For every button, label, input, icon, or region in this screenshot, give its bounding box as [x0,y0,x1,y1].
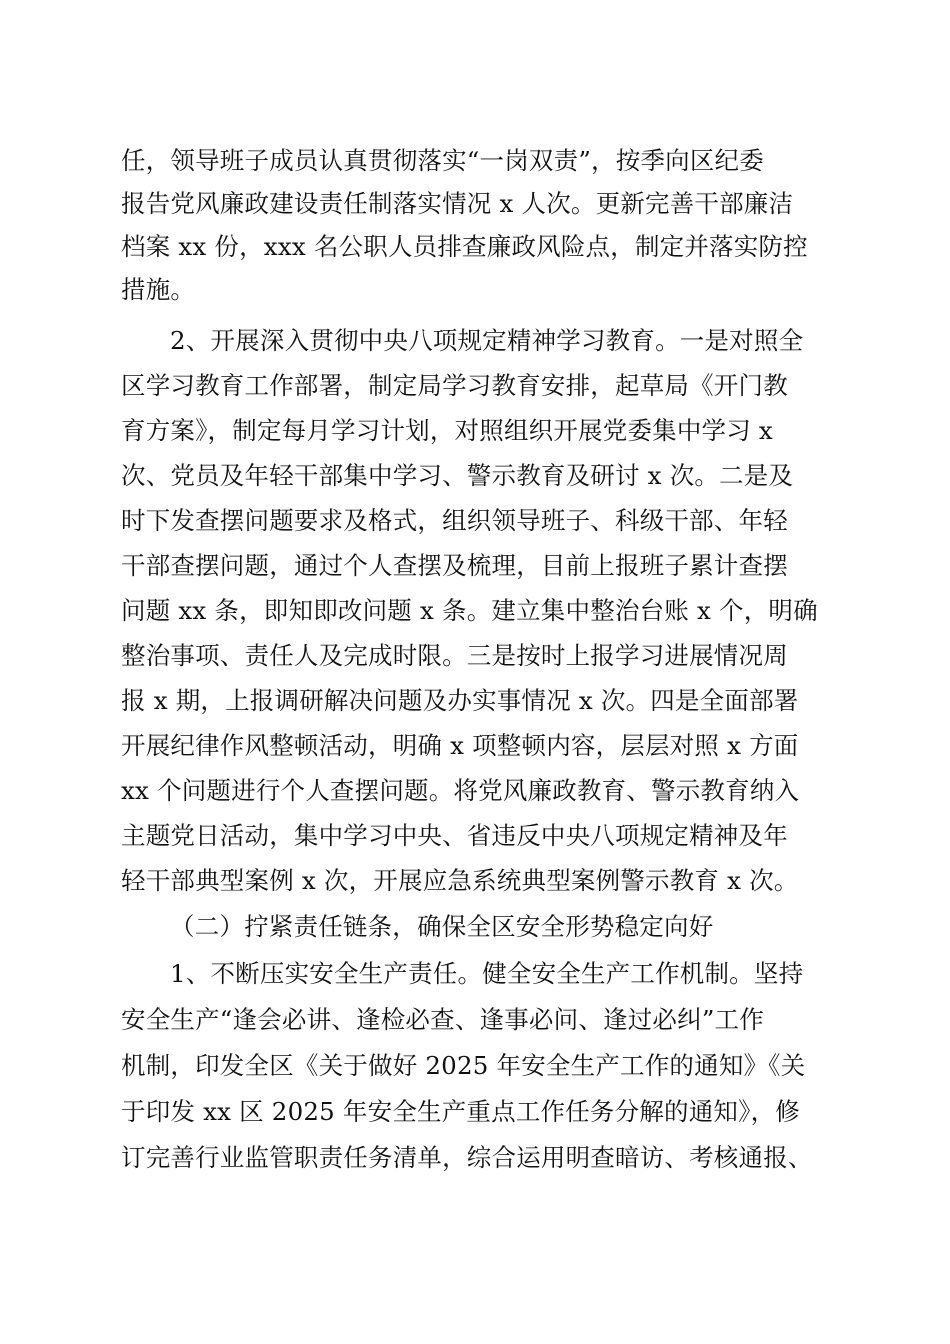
text-line: 措施。 [121,275,196,304]
text-line: 开展纪律作风整顿活动，明确 x 项整顿内容，层层对照 x 方面 [121,731,799,760]
text-line: 报 x 期，上报调研解决问题及办实事情况 x 次。四是全面部署 [121,686,799,715]
text-line: 时下发查摆问题要求及格式，组织领导班子、科级干部、年轻 [121,506,788,535]
text-line: 任，领导班子成员认真贯彻落实“一岗双责”，按季向区纪委 [121,146,764,175]
text-line: 1、不断压实安全生产责任。健全安全生产工作机制。坚持 [170,959,804,988]
text-line: 整治事项、责任人及完成时限。三是按时上报学习进展情况周 [121,641,788,670]
text-line: 安全生产“逢会必讲、逢检必查、逢事必问、逢过必纠”工作 [121,1005,764,1034]
text-line: 于印发 xx 区 2025 年安全生产重点工作任务分解的通知》，修 [121,1097,800,1126]
text-line: 主题党日活动，集中学习中央、省违反中央八项规定精神及年 [121,821,788,850]
text-line: 档案 xx 份，xxx 名公职人员排查廉政风险点，制定并落实防控 [121,232,808,261]
text-line: 2、开展深入贯彻中央八项规定精神学习教育。一是对照全 [170,326,804,355]
text-line: 干部查摆问题，通过个人查摆及梳理，目前上报班子累计查摆 [121,551,788,580]
text-line: 区学习教育工作部署，制定局学习教育安排，起草局《开门教 [121,371,788,400]
section-heading: （二）拧紧责任链条，确保全区安全形势稳定向好 [170,912,714,941]
text-line: xx 个问题进行个人查摆问题。将党风廉政教育、警示教育纳入 [121,776,800,805]
text-line: 报告党风廉政建设责任制落实情况 x 人次。更新完善干部廉洁 [121,189,794,218]
text-line: 育方案》，制定每月学习计划，对照组织开展党委集中学习 x [121,416,773,445]
text-line: 次、党员及年轻干部集中学习、警示教育及研讨 x 次。二是及 [121,461,794,490]
text-line: 订完善行业监管职责任务清单，综合运用明查暗访、考核通报、 [121,1143,813,1172]
text-line: 机制，印发全区《关于做好 2025 年安全生产工作的通知》《关 [121,1051,806,1080]
text-line: 轻干部典型案例 x 次，开展应急系统典型案例警示教育 x 次。 [121,866,799,895]
text-line: 问题 xx 条，即知即改问题 x 条。建立集中整治台账 x 个，明确 [121,596,818,625]
